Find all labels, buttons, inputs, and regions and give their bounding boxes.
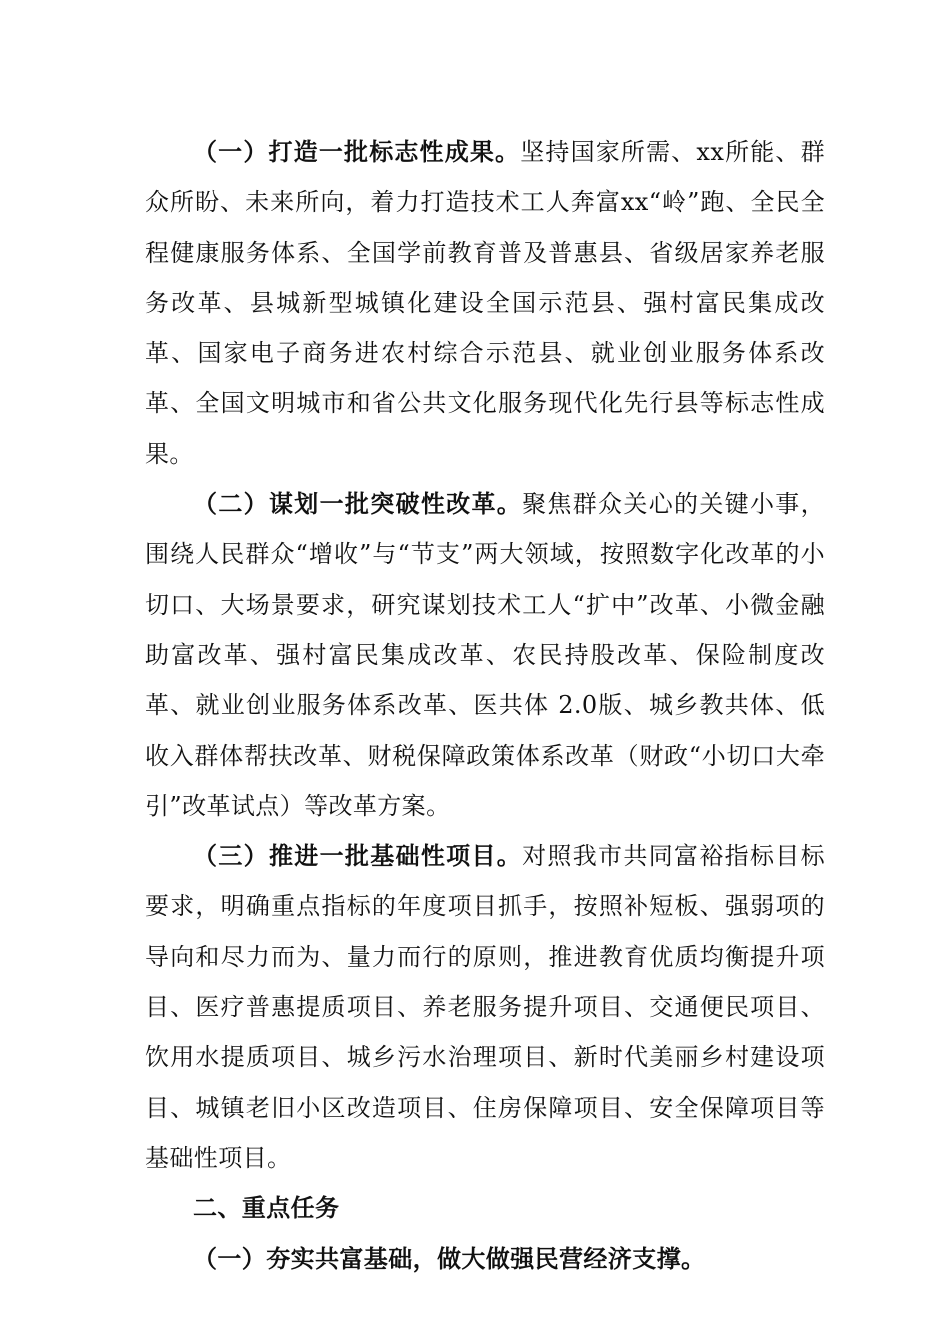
document-body — [145, 127, 825, 1284]
paragraph-basic-projects — [145, 831, 825, 1183]
paragraph-lead: （一）打造一批标志性成果。 — [193, 137, 521, 166]
paragraph-lead: （二）谋划一批突破性改革。 — [193, 489, 523, 519]
paragraph-landmark-achievements — [145, 127, 825, 479]
paragraph-body: 坚持国家所需、xx所能、群众所盼、未来所向，着力打造技术工人奔富xx“岭”跑、全民全程健康服务体系、全国学前教育普及普惠县、省级居家养老服务改革、县城新型城镇化建设全国示范县、强村富民集成改革、国家电子商务进农村综合示范县、就业创业服务体系改革、全国文明城市和省公共文化服务现代化先行县等标志性成果。 — [145, 138, 825, 468]
paragraph-breakthrough-reforms — [145, 479, 825, 831]
subsection-heading: （一）夯实共富基础，做大做强民营经济支撑。 — [193, 1243, 706, 1273]
paragraph-body: 聚焦群众关心的关键小事，围绕人民群众“增收”与“节支”两大领域，按照数字化改革的小切口、大场景要求，研究谋划技术工人“扩中”改革、小微金融助富改革、强村富民集成改革、农民持股改革、保险制度改革、就业创业服务体系改革、医共体 2.0版、城乡教共体、低收入群体帮扶改革、财税保障政策体系改革（财政“小切口大牵引”改革试点）等改革方案。 — [145, 490, 825, 820]
paragraph-body: 对照我市共同富裕指标目标要求，明确重点指标的年度项目抓手，按照补短板、强弱项的导向和尽力而为、量力而行的原则，推进教育优质均衡提升项目、医疗普惠提质项目、养老服务提升项目、交通便民项目、饮用水提质项目、城乡污水治理项目、新时代美丽乡村建设项目、城镇老旧小区改造项目、住房保障项目、安全保障项目等基础性项目。 — [145, 842, 825, 1172]
section-heading: 二、重点任务 — [193, 1193, 340, 1223]
paragraph-lead: （三）推进一批基础性项目。 — [193, 841, 523, 871]
